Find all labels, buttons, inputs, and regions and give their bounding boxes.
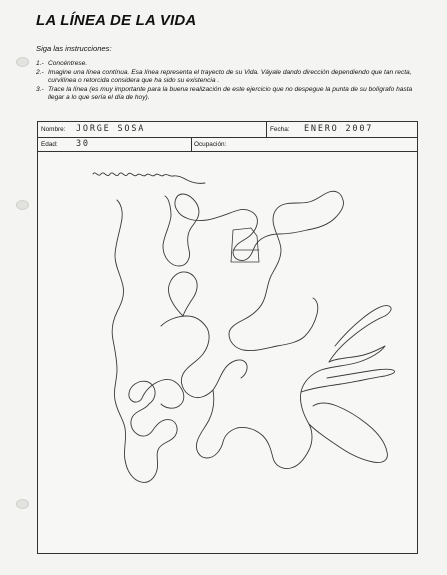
instructions-list (36, 60, 422, 102)
binder-hole (16, 57, 29, 67)
life-line-stroke (112, 200, 177, 482)
instruction-number: 2.- (36, 68, 44, 76)
fecha-label: Fecha: (270, 126, 290, 133)
instruction-text: Imagine una línea contínua. Esa línea representa el trayecto de su Vida. Váyale dando dirección dependiendo que tan recta, curvilínea o retorcida considera que ha sido su existencia . (48, 68, 412, 84)
instruction-number: 1.- (36, 60, 44, 67)
binder-hole (16, 499, 29, 509)
fecha-field[interactable]: ENERO 2007 (304, 124, 374, 134)
nombre-field[interactable]: JORGE SOSA (76, 124, 146, 134)
life-line-stroke (329, 306, 391, 362)
ocupacion-label: Ocupación: (194, 141, 227, 148)
form-row-name-date (38, 122, 417, 138)
life-line-stroke (163, 191, 344, 350)
instruction-text: Trace la línea (es muy importante para la buena realización de este ejercicio que no despegue la punta de su bolígrafo hasta llegar a lo que sería el día de hoy). (48, 85, 413, 101)
page-title: LA LÍNEA DE LA VIDA (36, 12, 197, 29)
instruction-item (36, 60, 422, 68)
edad-label: Edad: (41, 141, 58, 148)
edad-field[interactable]: 30 (76, 139, 90, 149)
life-line-stroke (231, 228, 259, 262)
scribble-stroke (93, 173, 205, 184)
life-line-stroke (196, 390, 312, 469)
nombre-label: Nombre: (41, 126, 66, 133)
life-line-stroke (161, 316, 247, 398)
instructions-heading: Siga las instrucciones: (36, 44, 112, 53)
instruction-item (36, 69, 422, 85)
instruction-text: Concéntrese. (48, 60, 88, 67)
life-line-stroke (309, 403, 387, 463)
instruction-number: 3.- (36, 85, 44, 93)
life-line-drawing (37, 150, 418, 554)
life-line-stroke (168, 272, 197, 316)
instruction-item (36, 86, 422, 102)
field-divider (266, 122, 267, 137)
life-line-stroke (129, 379, 184, 408)
binder-hole (16, 200, 29, 210)
field-divider (191, 137, 192, 151)
life-line-stroke (300, 346, 385, 424)
